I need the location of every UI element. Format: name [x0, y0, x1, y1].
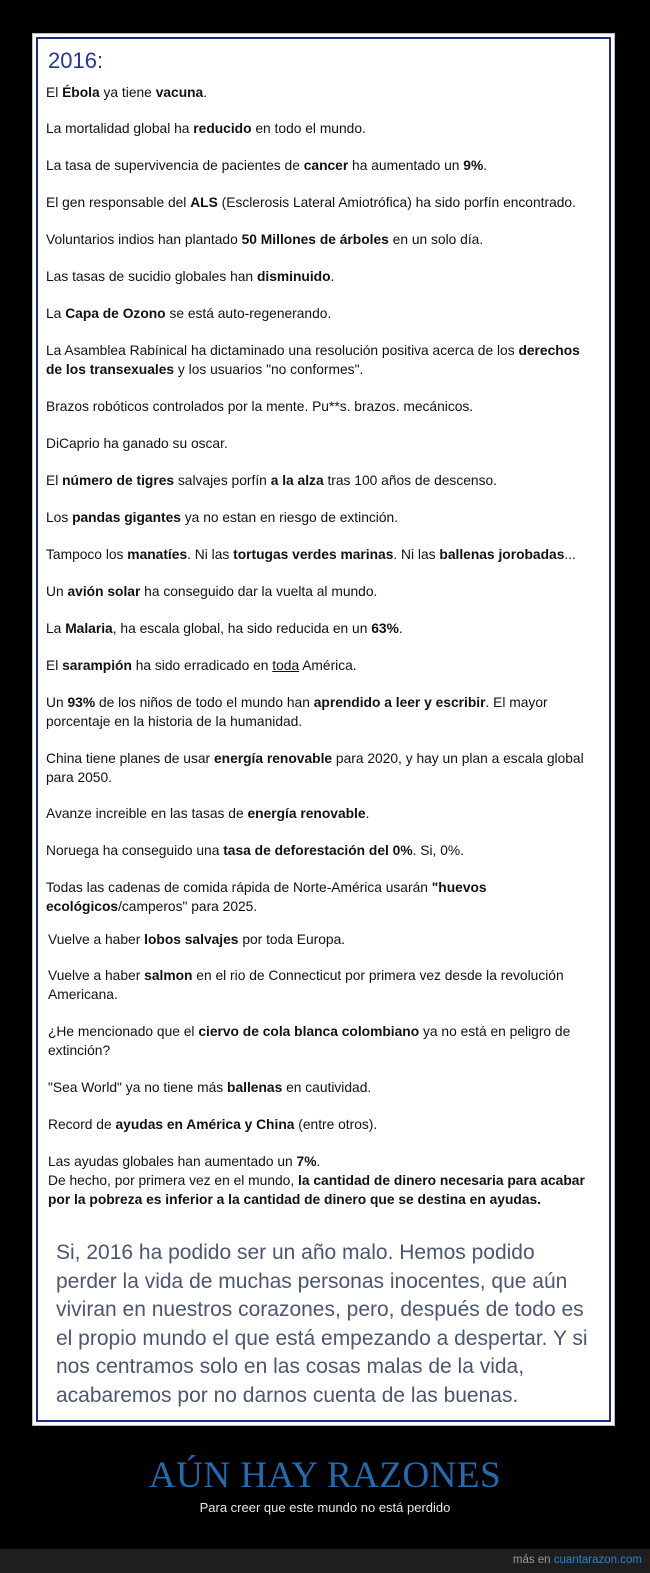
news-item-text: salmon [144, 968, 193, 983]
news-item-text: 50 Millones de árboles [241, 232, 389, 247]
news-item [46, 341, 593, 379]
news-item-text: derechos de los transexuales [46, 343, 580, 377]
news-item [48, 1022, 593, 1060]
news-item-text: ciervo de cola blanca colombiano [198, 1024, 420, 1039]
news-item-text: ¿He mencionado que el [48, 1024, 199, 1039]
news-item-text: Las ayudas globales han aumentado un [48, 1154, 297, 1169]
news-item-text: . Ni las [187, 547, 234, 562]
news-item-text: . Si, 0%. [412, 843, 464, 858]
news-item-text: Ébola [62, 85, 100, 100]
news-item-text: se está auto-regenerando. [165, 306, 332, 321]
news-item [46, 193, 593, 212]
news-item [48, 1152, 593, 1209]
news-item [48, 1115, 593, 1134]
news-item [46, 656, 593, 675]
news-item-text: . [365, 806, 370, 821]
news-item-text: disminuido [256, 269, 331, 284]
news-item-text: tasa de deforestación del 0% [223, 843, 413, 858]
news-item [46, 434, 593, 453]
news-item-text: El gen responsable del [46, 195, 191, 210]
caption-title: AÚN HAY RAZONES [148, 1455, 502, 1496]
news-item-text: El [46, 85, 63, 100]
news-item-text: Noruega ha conseguido una [46, 843, 224, 858]
news-item-text: a la alza [270, 473, 324, 488]
news-item-text: América. [299, 658, 357, 673]
post-image-frame [32, 33, 615, 1426]
news-item-text: tortugas verdes marinas [233, 547, 394, 562]
news-item-text: . [483, 158, 488, 173]
news-item [46, 508, 593, 527]
news-item-text: ballenas jorobadas [439, 547, 565, 562]
news-item-text: aprendido a leer y escribir [313, 695, 486, 710]
news-item-text: 9% [463, 158, 484, 173]
news-item [46, 804, 593, 823]
footer-bar [0, 1549, 650, 1573]
news-item [48, 930, 593, 949]
news-item [46, 397, 593, 416]
news-item [46, 693, 593, 731]
news-item-text: Los [46, 510, 73, 525]
news-item-text: Tampoco los [46, 547, 128, 562]
news-item-text: "huevos ecológicos [46, 880, 487, 914]
news-item [46, 471, 593, 490]
news-item-text: Malaria [65, 621, 113, 636]
news-item-text: Avanze increible en las tasas de [46, 806, 248, 821]
news-item [46, 267, 593, 286]
news-item-text: La mortalidad global ha [46, 121, 194, 136]
news-item-text: salvajes porfín [174, 473, 271, 488]
news-item-text: La tasa de supervivencia de pacientes de [46, 158, 304, 173]
closing-quote: Si, 2016 ha podido ser un año malo. Hemos podido perder la vida de muchas personas inocentes, que aún viviran en nuestros corazones, pero, después de todo es el propio mundo el que está empezando a despertar. Y si nos centramos solo en las cosas malas de la vida, acabaremos por no darnos cuenta de las buenas. [56, 1241, 588, 1407]
news-item [48, 1078, 593, 1097]
news-item-text: para 2020, y hay un plan a escala global para 2050. [46, 751, 584, 785]
news-item-text: 93% [67, 695, 96, 710]
news-item-text: Vuelve a haber [48, 932, 145, 947]
news-item [46, 841, 593, 860]
news-item-text: . Ni las [393, 547, 440, 562]
news-item-text: en el rio de Connecticut por primera vez desde la revolución Americana. [48, 968, 564, 1002]
news-item [46, 119, 593, 138]
news-item-text: avión solar [67, 584, 141, 599]
news-item-text: . [330, 269, 335, 284]
news-item-text: . El mayor porcentaje en la historia de la humanidad. [46, 695, 548, 729]
news-item-text: Las tasas de sucidio globales han [46, 269, 257, 284]
news-item-text: reducido [193, 121, 252, 136]
footer-prefix: más en [512, 1554, 554, 1566]
news-item-text: energía renovable [247, 806, 366, 821]
news-item-text: energía renovable [213, 751, 333, 766]
news-item-text: por toda Europa. [238, 932, 346, 947]
news-item-text: toda [272, 658, 300, 673]
news-item-text: De hecho, por primera vez en el mundo, [48, 1173, 299, 1188]
news-item-text: DiCaprio ha ganado su oscar. [46, 436, 228, 451]
news-item-text: El [46, 473, 63, 488]
news-item [46, 83, 593, 102]
news-item [46, 619, 593, 638]
news-item [46, 545, 593, 564]
news-item-text: Record de [48, 1117, 116, 1132]
news-item-text: . [398, 621, 403, 636]
news-item-text: tras 100 años de descenso. [323, 473, 497, 488]
news-item-text: La Asamblea Rabínical ha dictaminado una resolución positiva acerca de los [46, 343, 519, 358]
news-item [46, 230, 593, 249]
news-item-text: número de tigres [62, 473, 175, 488]
post-image [36, 37, 611, 1422]
news-item-text: ayudas en América y China [115, 1117, 295, 1132]
news-item-text: , ha escala global, ha sido reducida en un [112, 621, 372, 636]
news-item-text: cancer [303, 158, 349, 173]
news-item [46, 582, 593, 601]
news-item-text: Un [46, 584, 68, 599]
news-item-text: 7% [296, 1154, 317, 1169]
news-item-text: /camperos" para 2025. [118, 899, 258, 914]
news-item-text: Todas las cadenas de comida rápida de Norte-América usarán [46, 880, 432, 895]
news-item-text: (entre otros). [294, 1117, 378, 1132]
news-item [46, 156, 593, 175]
news-item-text: pandas gigantes [72, 510, 181, 525]
news-item-text: La [46, 621, 66, 636]
news-item-text: vacuna [155, 85, 204, 100]
news-item-text: ha aumentado un [348, 158, 464, 173]
news-item-text: Un [46, 695, 68, 710]
news-item-text: de los niños de todo el mundo han [95, 695, 314, 710]
news-item-text: ha conseguido dar la vuelta al mundo. [140, 584, 378, 599]
footer-text [513, 1554, 642, 1566]
news-item-text: ha sido erradicado en [131, 658, 273, 673]
caption-subtitle: Para creer que este mundo no está perdido [199, 1500, 451, 1515]
news-item-text: . [316, 1154, 321, 1169]
news-item-text: Capa de Ozono [65, 306, 166, 321]
news-item [46, 878, 593, 916]
news-item-text: en cautividad. [282, 1080, 372, 1095]
news-item-text: Voluntarios indios han plantado [46, 232, 242, 247]
site-link[interactable]: cuantarazon.com [553, 1554, 642, 1566]
news-item-text: 63% [371, 621, 399, 636]
news-item-text: "Sea World" ya no tiene más [48, 1080, 228, 1095]
news-item-text: China tiene planes de usar [46, 751, 214, 766]
news-item-text: la cantidad de dinero necesaria para acabar por la pobreza es inferior a la cantidad de dinero que se destina en ayudas. [48, 1173, 585, 1207]
news-item [46, 749, 593, 787]
news-item-text: manatíes [127, 547, 188, 562]
news-item-text: Brazos robóticos controlados por la mente. Pu**s. brazos. mecánicos. [46, 399, 474, 414]
news-item [46, 304, 593, 323]
news-item-text: ALS [190, 195, 218, 210]
news-item-text: y los usuarios "no conformes". [174, 362, 364, 377]
news-item-text: ... [564, 547, 576, 562]
news-item-text: lobos salvajes [144, 932, 239, 947]
news-item-text: ya no estan en riesgo de extinción. [180, 510, 399, 525]
news-item-text: . [203, 85, 208, 100]
news-item-text: en todo el mundo. [251, 121, 366, 136]
news-item-text: (Esclerosis Lateral Amiotrófica) ha sido porfín encontrado. [217, 195, 576, 210]
news-item-text: La [46, 306, 66, 321]
news-item-text: ballenas [227, 1080, 283, 1095]
news-item-text: en un solo día. [388, 232, 484, 247]
year-heading: 2016: [48, 48, 104, 73]
news-item-text: Vuelve a haber [48, 968, 145, 983]
news-item-text: ya tiene [99, 85, 156, 100]
news-item-text: El [46, 658, 63, 673]
news-item-text: ya no está en peligro de extinción? [48, 1024, 571, 1058]
news-item [48, 966, 593, 1004]
news-item-text: sarampión [62, 658, 132, 673]
